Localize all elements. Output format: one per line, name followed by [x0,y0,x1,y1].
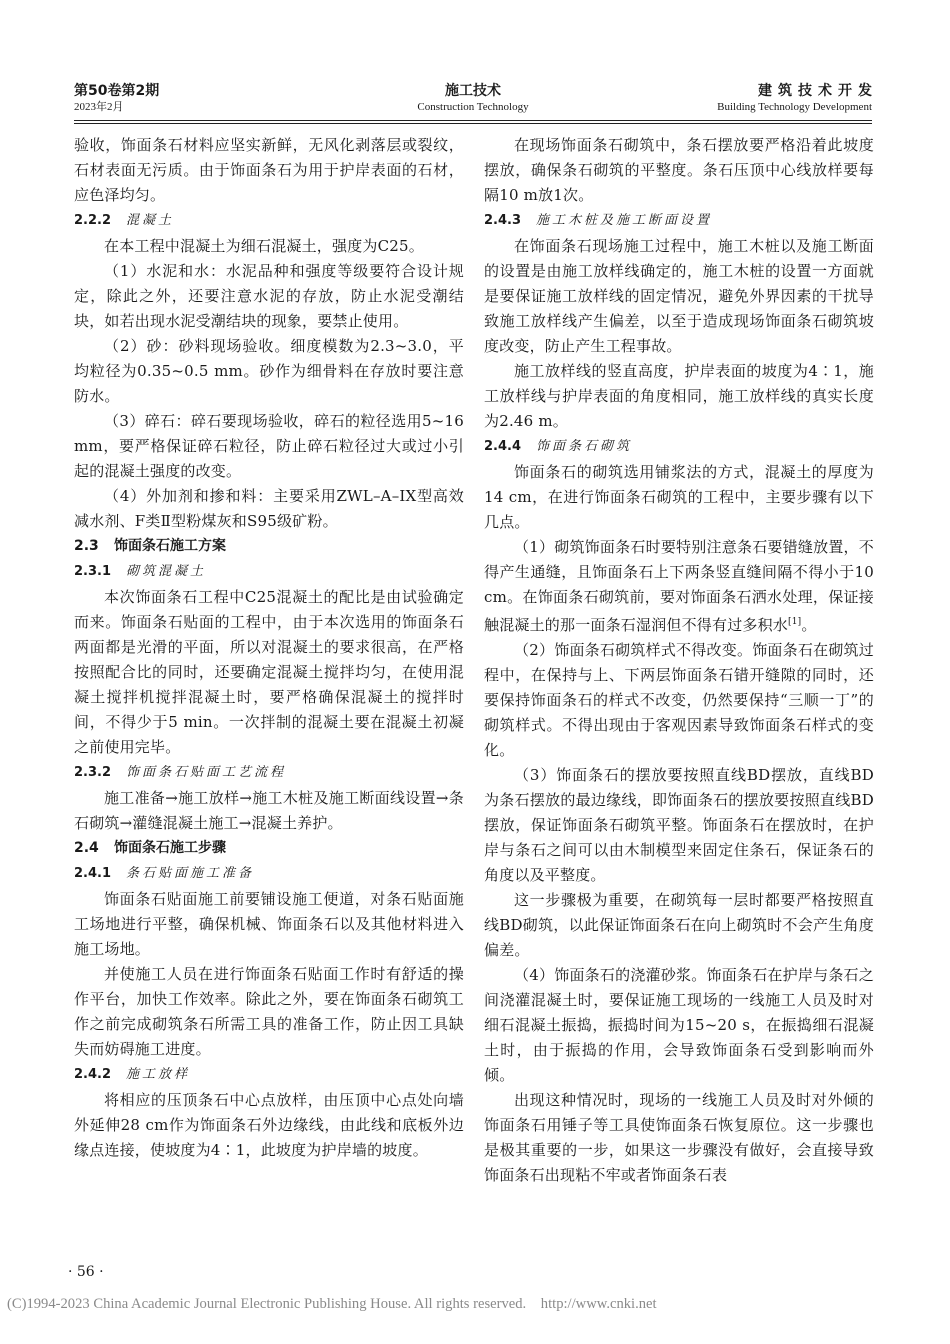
section-heading-2-4-4 [484,434,874,460]
section-heading-2-4-3 [484,208,874,234]
paragraph: 在饰面条石现场施工过程中，施工木桩以及施工断面的设置是由施工放样线确定的，施工木桩的设置一方面就是要保证施工放样线的固定情况，避免外界因素的干扰导致施工放样线产生偏差，以至于造成现场饰面条石砌筑坡度改变，防止产生工程事故。 [484,237,874,355]
section-title: 条石贴面施工准备 [126,866,255,881]
section-title: 饰面条石贴面工艺流程 [126,765,287,780]
paragraph: （4）饰面条石的浇灌砂浆。饰面条石在护岸与条石之间浇灌混凝土时，要保证施工现场的一线施工人员及时对细石混凝土振捣，振捣时间为15~20 s，在振捣细石混凝土时，由于振捣的作用，会导致饰面条石受到影响而外倾。 [484,966,874,1084]
citation-ref: [1] [788,617,802,627]
section-title: 施工放样 [126,1067,191,1082]
issue-date: 2023年2月 [74,101,124,113]
paragraph: （1）水泥和水：水泥品种和强度等级要符合设计规定，除此之外，还要注意水泥的存放，防止水泥受潮结块，如若出现水泥受潮结块的现象，要禁止使用。 [74,262,464,330]
left-column [74,133,464,1163]
journal-title-en: Construction Technology [417,101,529,113]
section-title: 饰面条石砌筑 [536,439,633,454]
section-number: 2.4.3 [484,213,522,228]
copyright-footer: (C)1994-2023 China Academic Journal Electronic Publishing House. All rights reserved. http://www.cnki.net [7,1296,657,1312]
section-heading-2-2-2 [74,208,464,234]
section-heading-2-4 [74,836,464,861]
paragraph: （2）砂：砂料现场验收。细度模数为2.3~3.0，平均粒径为0.35~0.5 mm。砂作为细骨料在存放时要注意防水。 [74,337,464,405]
paragraph: （3）饰面条石的摆放要按照直线BD摆放，直线BD为条石摆放的最边缘线，即饰面条石的摆放要按照直线BD摆放，保证饰面条石砌筑平整。饰面条石在摆放时，在护岸与条石之间可以由木制模型来固定住条石，保证条石的角度以及平整度。 [484,766,874,884]
journal-right-en: Building Technology Development [717,101,872,113]
paragraph: （3）碎石：碎石要现场验收，碎石的粒径选用5~16 mm，要严格保证碎石粒径，防止碎石粒径过大或过小引起的混凝土强度的改变。 [74,412,464,480]
paragraph [484,535,874,638]
paragraph: 本次饰面条石工程中C25混凝土的配比是由试验确定而来。饰面条石贴面的工程中，由于本次选用的饰面条石两面都是光滑的平面，所以对混凝土的要求很高，在严格按照配合比的同时，还要确定混凝土搅拌均匀，在使用混凝土搅拌机搅拌混凝土时，要严格确保混凝土的搅拌时间，不得少于5 min。一次拌制的混凝土要在混凝土初凝之前使用完毕。 [74,588,464,756]
section-heading-2-3-1 [74,559,464,585]
paragraph: 验收，饰面条石材料应坚实新鲜，无风化剥落层或裂纹，石材表面无污质。由于饰面条石为用于护岸表面的石材，应色泽均匀。 [74,136,464,204]
paragraph: 将相应的压顶条石中心点放样，由压顶中心点处向墙外延伸28 cm作为饰面条石外边缘线，由此线和底板外边缘点连接，使坡度为4∶1，此坡度为护岸墙的坡度。 [74,1091,464,1159]
journal-right-cn: 建筑技术开发 [758,83,878,99]
paragraph: （2）饰面条石砌筑样式不得改变。饰面条石在砌筑过程中，在保持与上、下两层饰面条石错开缝隙的同时，还要保持饰面条石的样式不改变，仍然要保持“三顺一丁”的砌筑样式。不得出现由于客观因素导致饰面条石样式的变化。 [484,641,874,759]
section-number: 2.3.2 [74,765,112,780]
paragraph-end: 。 [801,616,817,634]
section-number: 2.4 [74,840,99,856]
section-number: 2.3.1 [74,564,112,579]
section-title: 混凝土 [126,213,175,228]
section-heading-2-3 [74,534,464,559]
section-title: 饰面条石施工方案 [114,538,226,554]
page-number: · 56 · [68,1264,104,1280]
section-heading-2-3-2 [74,760,464,786]
paragraph: 出现这种情况时，现场的一线施工人员及时对外倾的饰面条石用锤子等工具使饰面条石恢复原位。这一步骤也是极其重要的一步，如果这一步骤没有做好，会直接导致饰面条石出现粘不牢或者饰面条石表 [484,1091,874,1184]
section-number: 2.4.4 [484,439,522,454]
paragraph: 施工准备→施工放样→施工木桩及施工断面线设置→条石砌筑→灌缝混凝土施工→混凝土养护。 [74,789,464,832]
paragraph: （4）外加剂和掺和料：主要采用ZWL–A–IX型高效减水剂、F类Ⅱ型粉煤灰和S95级矿粉。 [74,487,464,530]
journal-title-cn: 施工技术 [445,83,501,99]
volume-issue: 第50卷第2期 [74,83,160,99]
header-rule-top [74,120,872,121]
paragraph: 并使施工人员在进行饰面条石贴面工作时有舒适的操作平台，加快工作效率。除此之外，要在饰面条石砌筑工作之前完成砌筑条石所需工具的准备工作，防止因工具缺失而妨碍施工进度。 [74,965,464,1058]
section-number: 2.4.2 [74,1067,112,1082]
section-number: 2.3 [74,538,99,554]
section-title: 施工木桩及施工断面设置 [536,213,713,228]
paragraph: 施工放样线的竖直高度，护岸表面的坡度为4∶1，施工放样线与护岸表面的角度相同，施工放样线的真实长度为2.46 m。 [484,362,874,430]
paragraph: 在本工程中混凝土为细石混凝土，强度为C25。 [104,237,424,255]
paragraph: 饰面条石贴面施工前要铺设施工便道，对条石贴面施工场地进行平整，确保机械、饰面条石以及其他材料进入施工场地。 [74,890,464,958]
header-right [717,82,878,115]
paragraph: 在现场饰面条石砌筑中，条石摆放要严格沿着此坡度摆放，确保条石砌筑的平整度。条石压顶中心线放样要每隔10 m放1次。 [484,136,874,204]
section-heading-2-4-2 [74,1062,464,1088]
header-rule-bottom [74,123,872,124]
page-header [74,82,878,122]
section-number: 2.2.2 [74,213,112,228]
section-title: 饰面条石施工步骤 [114,840,226,856]
right-column [484,133,874,1188]
paragraph-text: （1）砌筑饰面条石时要特别注意条石要错缝放置，不得产生通缝，且饰面条石上下两条竖直缝间隔不得小于10 cm。在饰面条石砌筑前，要对饰面条石洒水处理，保证接触混凝土的那一面条石湿润但不得有过多积水 [484,538,874,634]
section-number: 2.4.1 [74,866,112,881]
paragraph: 饰面条石的砌筑选用铺浆法的方式，混凝土的厚度为14 cm，在进行饰面条石砌筑的工程中，主要步骤有以下几点。 [484,463,874,531]
section-title: 砌筑混凝土 [126,564,207,579]
paragraph: 这一步骤极为重要，在砌筑每一层时都要严格按照直线BD砌筑，以此保证饰面条石在向上砌筑时不会产生角度偏差。 [484,891,874,959]
section-heading-2-4-1 [74,861,464,887]
